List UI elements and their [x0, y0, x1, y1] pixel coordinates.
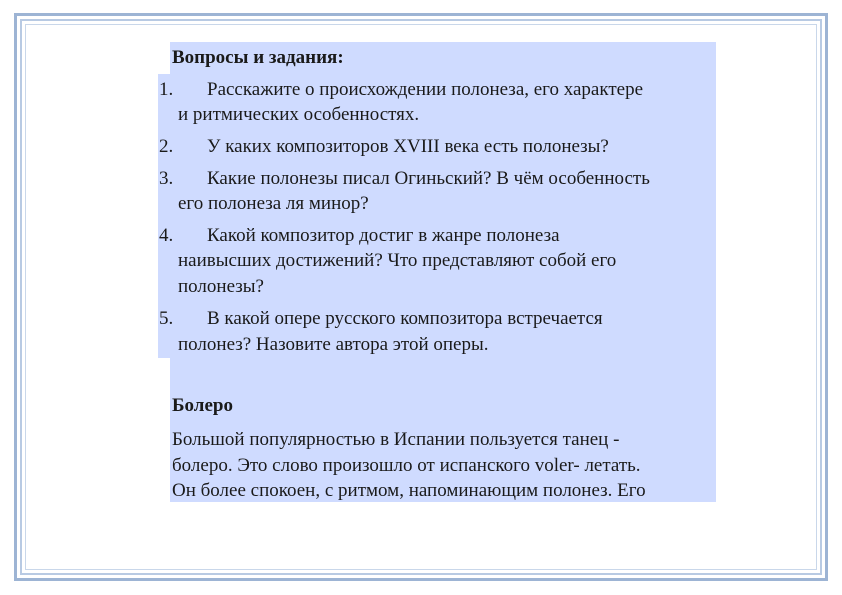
question-4-line-2: наивысших достижений? Что представляют собой его — [178, 250, 617, 271]
question-5-line-2: полонез? Назовите автора этой оперы. — [178, 334, 489, 355]
question-1-number: 1. — [159, 79, 174, 100]
questions-heading: Вопросы и задания: — [172, 47, 344, 68]
question-2-line-1: У каких композиторов XVIII века есть полонезы? — [207, 136, 609, 157]
question-1-line-2: и ритмических особенностях. — [178, 104, 420, 125]
question-5-number: 5. — [159, 308, 174, 329]
question-4-number: 4. — [159, 225, 174, 246]
question-3-line-1: Какие полонезы писал Огиньский? В чём особенность — [207, 168, 650, 189]
question-5-line-1: В какой опере русского композитора встречается — [207, 308, 603, 329]
bolero-line-3: Он более спокоен, с ритмом, напоминающим полонез. Его — [172, 480, 646, 501]
question-3-number: 3. — [159, 168, 174, 189]
question-1-line-1: Расскажите о происхождении полонеза, его характере — [207, 79, 644, 100]
question-2-number: 2. — [159, 136, 174, 157]
bolero-heading: Болеро — [172, 395, 233, 416]
bolero-line-1: Большой популярностью в Испании пользуется танец - — [172, 429, 620, 450]
question-3-line-2: его полонеза ля минор? — [178, 193, 369, 214]
question-4-line-3: полонезы? — [178, 276, 264, 297]
bolero-line-2: болеро. Это слово произошло от испанского voler- летать. — [172, 455, 641, 476]
question-4-line-1: Какой композитор достиг в жанре полонеза — [207, 225, 560, 246]
